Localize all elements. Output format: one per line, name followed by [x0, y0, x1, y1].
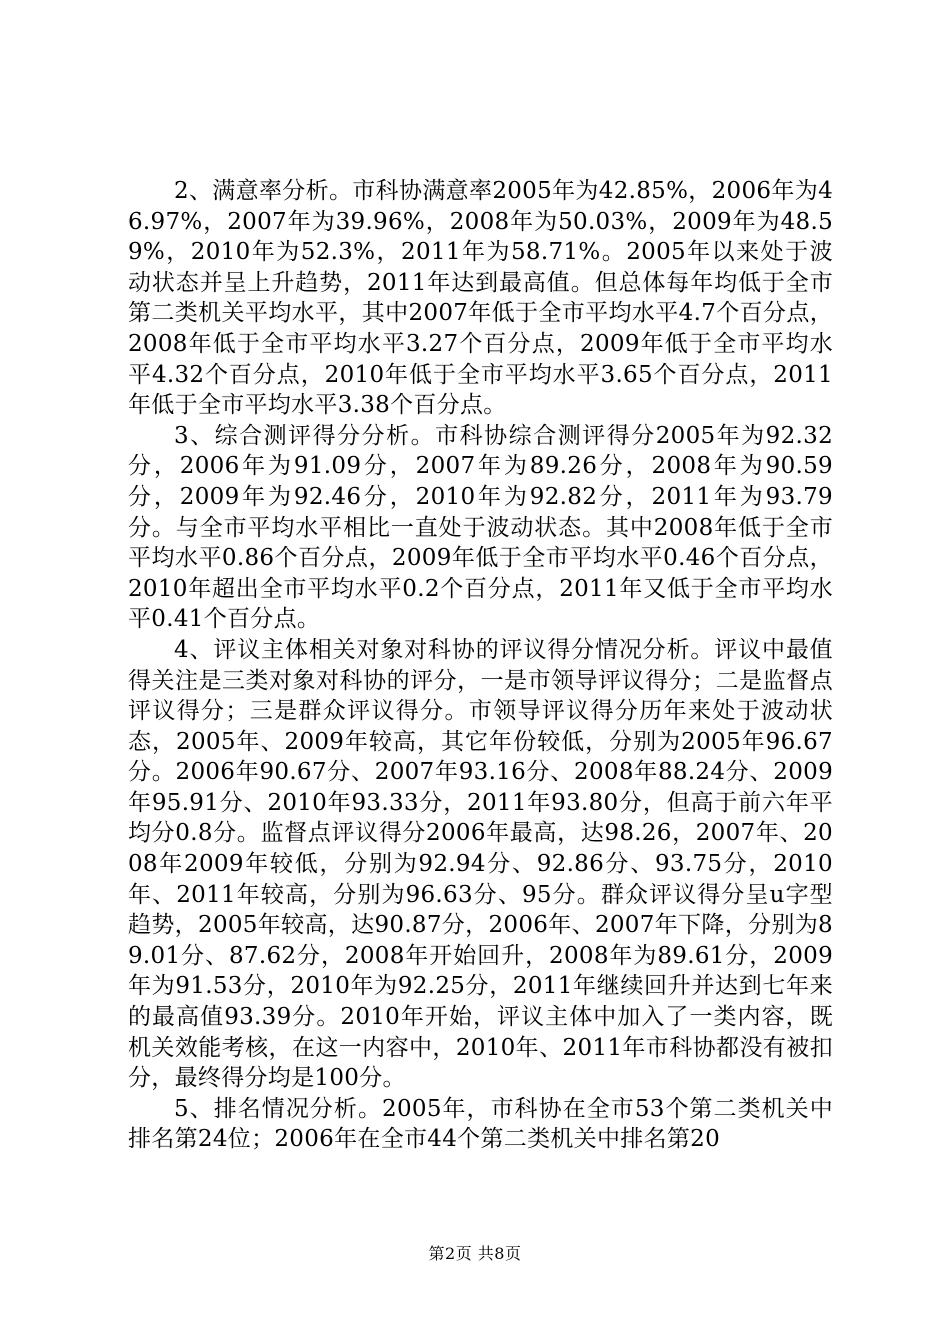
paragraph-comprehensive-score: 3、综合测评得分分析。市科协综合测评得分2005年为92.32分，2006年为91.09分，2007年为89.26分，2008年为90.59分，2009年为92.46分，2010年为92.82分，2011年为93.79分。与全市平均水平相比一直处于波动状态。其中2008年低于全市平均水平0.86个百分点，2009年低于全市平均水平0.46个百分点，2010年超出全市平均水平0.2个百分点，2011年又低于全市平均水平0.41个百分点。	[128, 422, 833, 633]
paragraph-ranking: 5、排名情况分析。2005年，市科协在全市53个第二类机关中排名第24位；2006年在全市44个第二类机关中排名第20	[128, 1095, 833, 1153]
paragraph-satisfaction-rate: 2、满意率分析。市科协满意率2005年为42.85%，2006年为46.97%，2007年为39.96%，2008年为50.03%，2009年为48.59%，2010年为52.3%，2011年为58.71%。2005年以来处于波动状态并呈上升趋势，2011年达到最高值。但总体每年均低于全市第二类机关平均水平，其中2007年低于全市平均水平4.7个百分点，2008年低于全市平均水平3.27个百分点，2009年低于全市平均水平4.32个百分点，2010年低于全市平均水平3.65个百分点，2011年低于全市平均水平3.38个百分点。	[128, 178, 833, 419]
document-body	[128, 176, 833, 1155]
page-footer: 第2页 共8页	[428, 1244, 522, 1263]
paragraph-evaluator-scores: 4、评议主体相关对象对科协的评议得分情况分析。评议中最值得关注是三类对象对科协的评分，一是市领导评议得分；二是监督点评议得分；三是群众评议得分。市领导评议得分历年来处于波动状态，2005年、2009年较高，其它年份较低，分别为2005年96.67分。2006年90.67分、2007年93.16分、2008年88.24分、2009年95.91分、2010年93.33分，2011年93.80分，但高于前六年平均分0.8分。监督点评议得分2006年最高，达98.26，2007年、2008年2009年较低，分别为92.94分、92.86分、93.75分，2010年、2011年较高，分别为96.63分、95分。群众评议得分呈u字型趋势，2005年较高，达90.87分，2006年、2007年下降，分别为89.01分、87.62分，2008年开始回升，2008年为89.61分，2009年为91.53分，2010年为92.25分，2011年继续回升并达到七年来的最高值93.39分。2010年开始，评议主体中加入了一类内容，既机关效能考核，在这一内容中，2010年、2011年市科协都没有被扣分，最终得分均是100分。	[128, 636, 833, 1092]
